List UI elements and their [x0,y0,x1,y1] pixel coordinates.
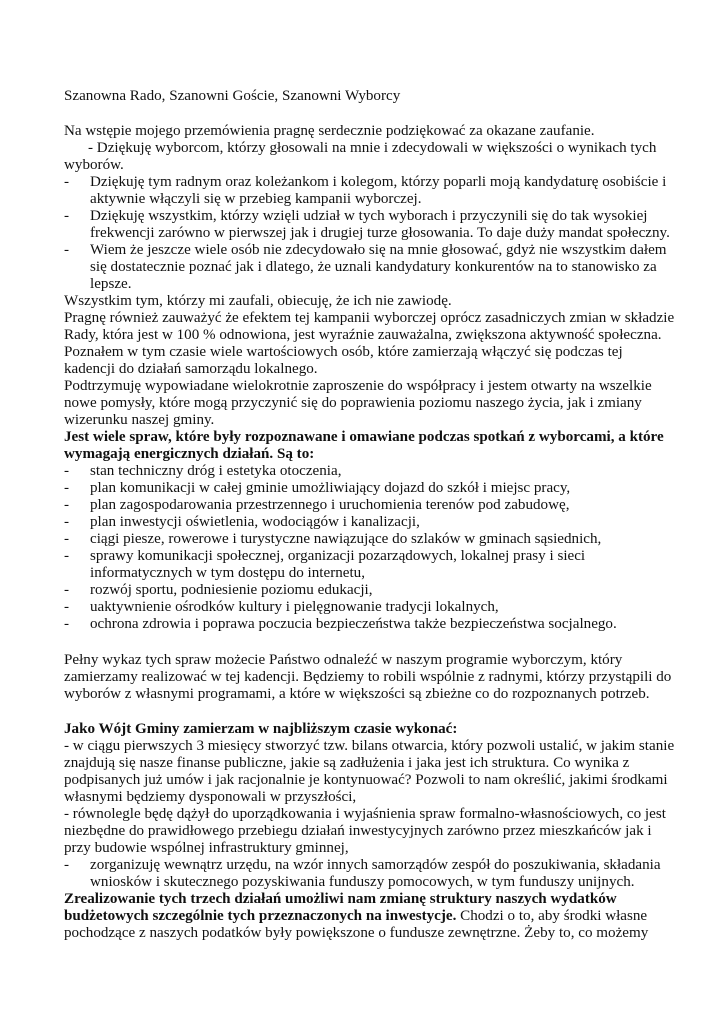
plan-item-line: niezbędne do prawidłowego przebiegu działań inwestycyjnych zarówno przez mieszkańców jak i [64,823,652,839]
list-item-line: uaktywnienie ośrodków kultury i pielęgnowanie tradycji lokalnych, [90,599,499,615]
list-item-line: lepsze. [90,276,132,292]
plan-item-line: przy budowie wspólnej infrastruktury gminnej, [64,840,349,856]
list-dash: - [64,480,70,496]
thanks-voters-line: wyborów. [64,157,124,173]
plan-item-line: - w ciągu pierwszych 3 miesięcy stworzyć tzw. bilans otwarcia, który pozwoli ustalić, w jakim stanie [64,738,675,754]
plan-heading: Jako Wójt Gminy zamierzam w najbliższym czasie wykonać: [64,721,458,737]
closing-line [64,891,617,909]
list-item-line: informatycznych w tym dostępu do internetu, [90,565,365,581]
list-item-line: rozwój sportu, podniesienie poziomu edukacji, [90,582,373,598]
plan-item-line: zorganizuję wewnątrz urzędu, na wzór innych samorządów zespół do poszukiwania, składania [90,857,661,873]
promise-line: Wszystkim tym, którzy mi zaufali, obiecuję, że ich nie zawiodę. [64,293,452,309]
plan-item-line: znajdują się nasze finanse publiczne, jakie są zadłużenia i jaka jest ich struktura. Co wynika z [64,755,630,771]
plan-item-line: własnymi będziemy dysponowali w przyszłości, [64,789,357,805]
closing-line: pochodzące z naszych podatków były powiększone o fundusze zewnętrzne. Żeby to, co możemy [64,925,649,941]
intro-line: Na wstępie mojego przemówienia pragnę serdecznie podziękować za okazane zaufanie. [64,123,595,139]
thanks-voters-line: - Dziękuję wyborcom, którzy głosowali na mnie i zdecydowali w większości o wynikach tych [88,140,657,156]
plan-item-line: - równolegle będę dążył do uporządkowania i wyjaśnienia spraw formalno-własnościowych, co jest [64,806,666,822]
list-item-line: Dziękuję tym radnym oraz koleżankom i kolegom, którzy poparli moją kandydaturę osobiście i [90,174,667,190]
paragraph-line: kadencji do działań samorządu lokalnego. [64,361,318,377]
paragraph-line: Podtrzymuję wypowiadane wielokrotnie zaproszenie do współpracy i jestem otwarty na wszelkie [64,378,652,394]
list-item-line: stan techniczny dróg i estetyka otoczenia, [90,463,342,479]
issues-heading: wymagają energicznych działań. Są to: [64,446,315,462]
list-item-line: Wiem że jeszcze wiele osób nie zdecydowało się na mnie głosować, gdyż nie wszystkim dałem [90,242,667,258]
salutation: Szanowna Rado, Szanowni Goście, Szanowni Wyborcy [64,88,401,104]
list-dash: - [64,463,70,479]
list-item-line: plan zagospodarowania przestrzennego i uruchomienia terenów pod zabudowę, [90,497,570,513]
list-dash: - [64,616,70,632]
list-item-line: ochrona zdrowia i poprawa poczucia bezpieczeństwa także bezpieczeństwa socjalnego. [90,616,617,632]
closing-bold-text: Zrealizowanie tych trzech działań umożliwi nam zmianę struktury naszych wydatków [64,891,617,907]
list-dash: - [64,548,70,564]
list-item-line: Dziękuję wszystkim, którzy wzięli udział w tych wyborach i przyczynili się do tak wysokiej [90,208,648,224]
list-dash: - [64,599,70,615]
plan-item-line: podpisanych już umów i jak racjonalnie je kontynuować? Pozwoli to nam określić, jakimi środkami [64,772,668,788]
closing-line [64,908,647,926]
list-dash: - [64,514,70,530]
paragraph-line: nowe pomysły, które mogą przyczynić się do poprawienia poziomu naszego życia, jak i zmiany [64,395,642,411]
list-dash: - [64,857,70,873]
list-item-line: sprawy komunikacji społecznej, organizacji pozarządowych, lokalnej prasy i sieci [90,548,586,564]
list-dash: - [64,242,70,258]
paragraph-line: Pragnę również zauważyć że efektem tej kampanii wyborczej oprócz zasadniczych zmian w składzie [64,310,675,326]
list-dash: - [64,531,70,547]
closing-text: Chodzi o to, aby środki własne [456,908,648,924]
paragraph-line: Rady, która jest w 100 % odnowiona, jest wyraźnie zauważalna, zwiększona aktywność społeczna. [64,327,662,343]
list-item-line: się dostatecznie poznać jak i dlatego, że uznali kandydatury konkurentów na to stanowisko za [90,259,657,275]
paragraph-line: Poznałem w tym czasie wiele wartościowych osób, które zamierzają włączyć się podczas tej [64,344,623,360]
issues-heading: Jest wiele spraw, które były rozpoznawane i omawiane podczas spotkań z wyborcami, a które [64,429,664,445]
list-item-line: ciągi piesze, rowerowe i turystyczne nawiązujące do szlaków w gminach sąsiednich, [90,531,602,547]
plan-item-line: wniosków i skutecznego pozyskiwania funduszy pomocowych, w tym funduszy unijnych. [90,874,635,890]
list-item-line: plan komunikacji w całej gminie umożliwiający dojazd do szkół i miejsc pracy, [90,480,571,496]
list-dash: - [64,208,70,224]
list-dash: - [64,174,70,190]
paragraph-line: wizerunku naszej gminy. [64,412,215,428]
paragraph-line: zamierzamy realizować w tej kadencji. Będziemy to robili wspólnie z radnymi, którzy przystąpili do [64,669,672,685]
paragraph-line: Pełny wykaz tych spraw możecie Państwo odnaleźć w naszym programie wyborczym, który [64,652,623,668]
paragraph-line: wyborów z własnymi programami, a które w większości są zbieżne co do rozpoznanych potrzeb. [64,686,650,702]
list-item-line: frekwencji zarówno w pierwszej jak i drugiej turze głosowania. To daje duży mandat społeczny. [90,225,670,241]
list-item-line: plan inwestycji oświetlenia, wodociągów i kanalizacji, [90,514,420,530]
list-item-line: aktywnie włączyli się w przebieg kampanii wyborczej. [90,191,422,207]
closing-bold-text: budżetowych szczególnie tych przeznaczonych na inwestycje. [64,908,457,924]
list-dash: - [64,497,70,513]
list-dash: - [64,582,70,598]
